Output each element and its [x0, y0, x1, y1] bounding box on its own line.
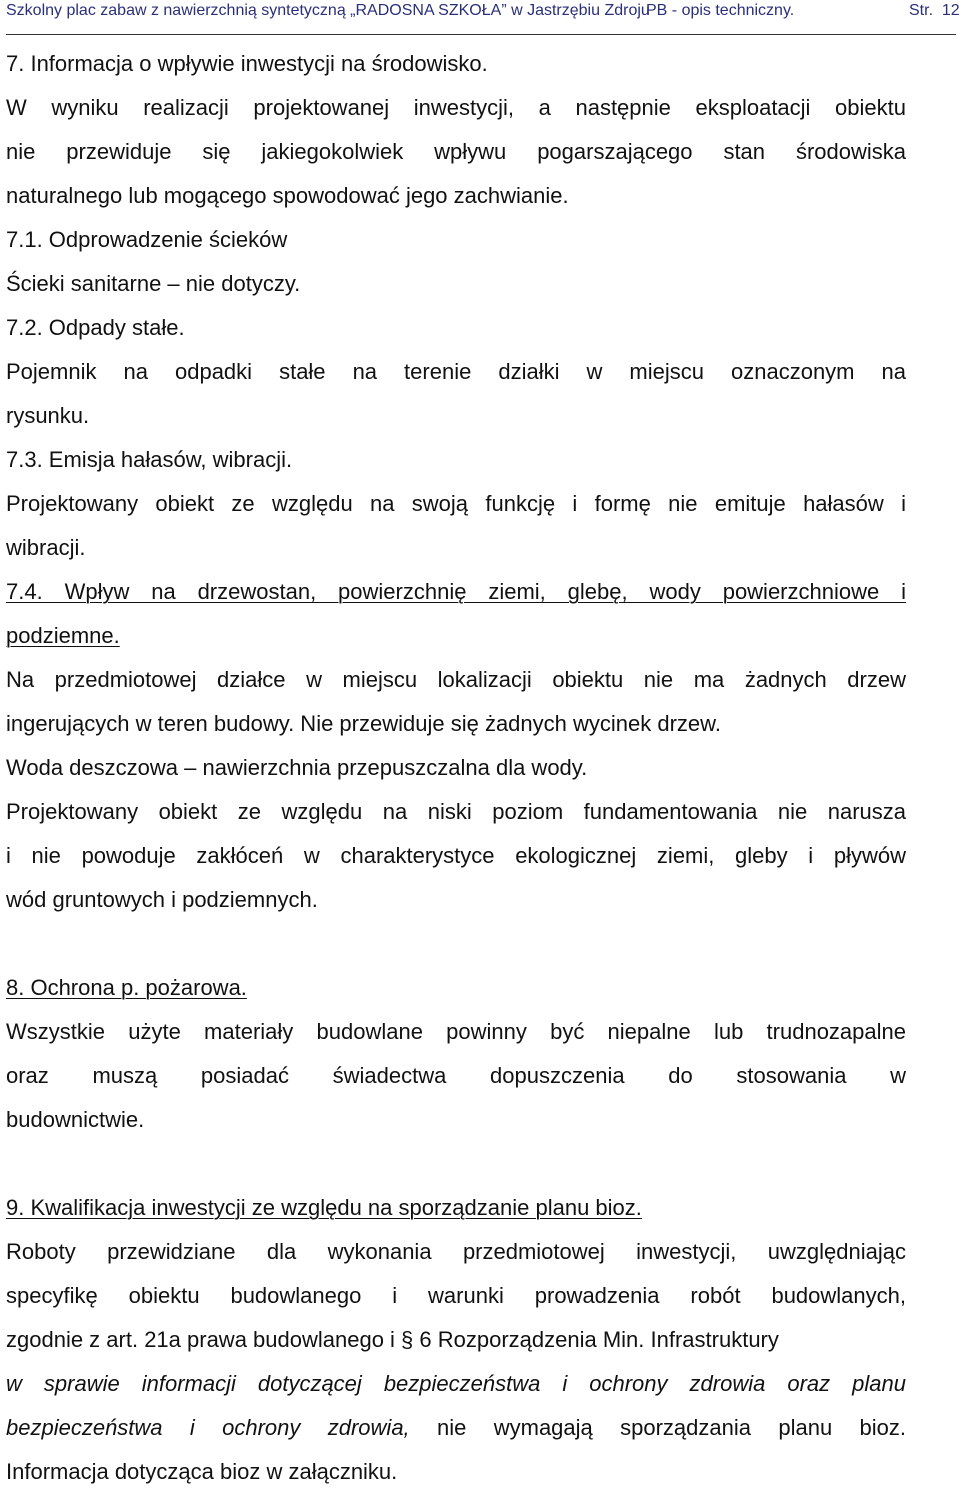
s74-line: ingerujących w teren budowy. Nie przewiduje się żadnych wycinek drzew. — [6, 711, 721, 736]
s72-line: rysunku. — [6, 403, 90, 428]
s74-line: Projektowany obiekt ze względu na niski poziom fundamentowania nie narusza — [6, 799, 906, 824]
s73-line: Projektowany obiekt ze względu na swoją funkcję i formę nie emituje hałasów i — [6, 491, 906, 516]
s71-text: Ścieki sanitarne – nie dotyczy. — [6, 271, 301, 296]
header-doc-type: PB - opis techniczny. — [646, 2, 795, 19]
s8-line: Wszystkie użyte materiały budowlane powinny być niepalne lub trudnozapalne — [6, 1019, 906, 1044]
section-7-heading: 7. Informacja o wpływie inwestycji na środowisko. — [6, 51, 488, 76]
spacer — [6, 1142, 906, 1186]
section-7-4-heading-cont: podziemne. — [6, 623, 120, 648]
document-body — [6, 42, 906, 1494]
s9-line-rest: nie wymagają sporządzania planu bioz. — [409, 1415, 906, 1440]
spacer — [6, 922, 906, 966]
section-7-4-heading: 7.4. Wpływ na drzewostan, powierzchnię ziemi, glebę, wody powierzchniowe i — [6, 579, 906, 604]
s9-italic-line: w sprawie informacji dotyczącej bezpieczeństwa i ochrony zdrowia oraz planu — [6, 1371, 906, 1396]
s74-line: wód gruntowych i podziemnych. — [6, 887, 318, 912]
s8-line: oraz muszą posiadać świadectwa dopuszczenia do stosowania w — [6, 1063, 906, 1088]
s74-line: Na przedmiotowej działce w miejscu lokalizacji obiektu nie ma żadnych drzew — [6, 667, 906, 692]
s9-italic-phrase: bezpieczeństwa i ochrony zdrowia, — [6, 1415, 410, 1440]
section-9-heading: 9. Kwalifikacja inwestycji ze względu na sporządzanie planu bioz. — [6, 1195, 642, 1220]
page-number: 12 — [941, 2, 960, 19]
s74-line: i nie powoduje zakłóceń w charakterystyce ekologicznej ziemi, gleby i pływów — [6, 843, 906, 868]
s9-line: specyfikę obiektu budowlanego i warunki prowadzenia robót budowlanych, — [6, 1283, 906, 1308]
s74-line: Woda deszczowa – nawierzchnia przepuszczalna dla wody. — [6, 755, 588, 780]
header-doc-title: Szkolny plac zabaw z nawierzchnią syntetyczną „RADOSNA SZKOŁA” w Jastrzębiu Zdroju — [6, 2, 650, 19]
s9-line: Informacja dotycząca bioz w załączniku. — [6, 1459, 398, 1484]
page-label: Str. — [909, 2, 934, 19]
s7-intro-line: naturalnego lub mogącego spowodować jego zachwianie. — [6, 183, 569, 208]
s9-line: Roboty przewidziane dla wykonania przedmiotowej inwestycji, uwzględniając — [6, 1239, 906, 1264]
section-8-heading: 8. Ochrona p. pożarowa. — [6, 975, 247, 1000]
section-7-1-heading: 7.1. Odprowadzenie ścieków — [6, 227, 288, 252]
s9-line: zgodnie z art. 21a prawa budowlanego i § 6 Rozporządzenia Min. Infrastruktury — [6, 1327, 779, 1352]
header-page-number — [909, 0, 960, 22]
s8-line: budownictwie. — [6, 1107, 145, 1132]
s7-intro-line: nie przewiduje się jakiegokolwiek wpływu pogarszającego stan środowiska — [6, 139, 906, 164]
section-7-2-heading: 7.2. Odpady stałe. — [6, 315, 185, 340]
section-7-3-heading: 7.3. Emisja hałasów, wibracji. — [6, 447, 293, 472]
s73-line: wibracji. — [6, 535, 86, 560]
s9-line — [6, 1406, 906, 1450]
s7-intro-line: W wyniku realizacji projektowanej inwestycji, a następnie eksploatacji obiektu — [6, 95, 906, 120]
s9-line — [6, 1362, 906, 1406]
page-header — [6, 0, 960, 35]
s72-line: Pojemnik na odpadki stałe na terenie działki w miejscu oznaczonym na — [6, 359, 906, 384]
